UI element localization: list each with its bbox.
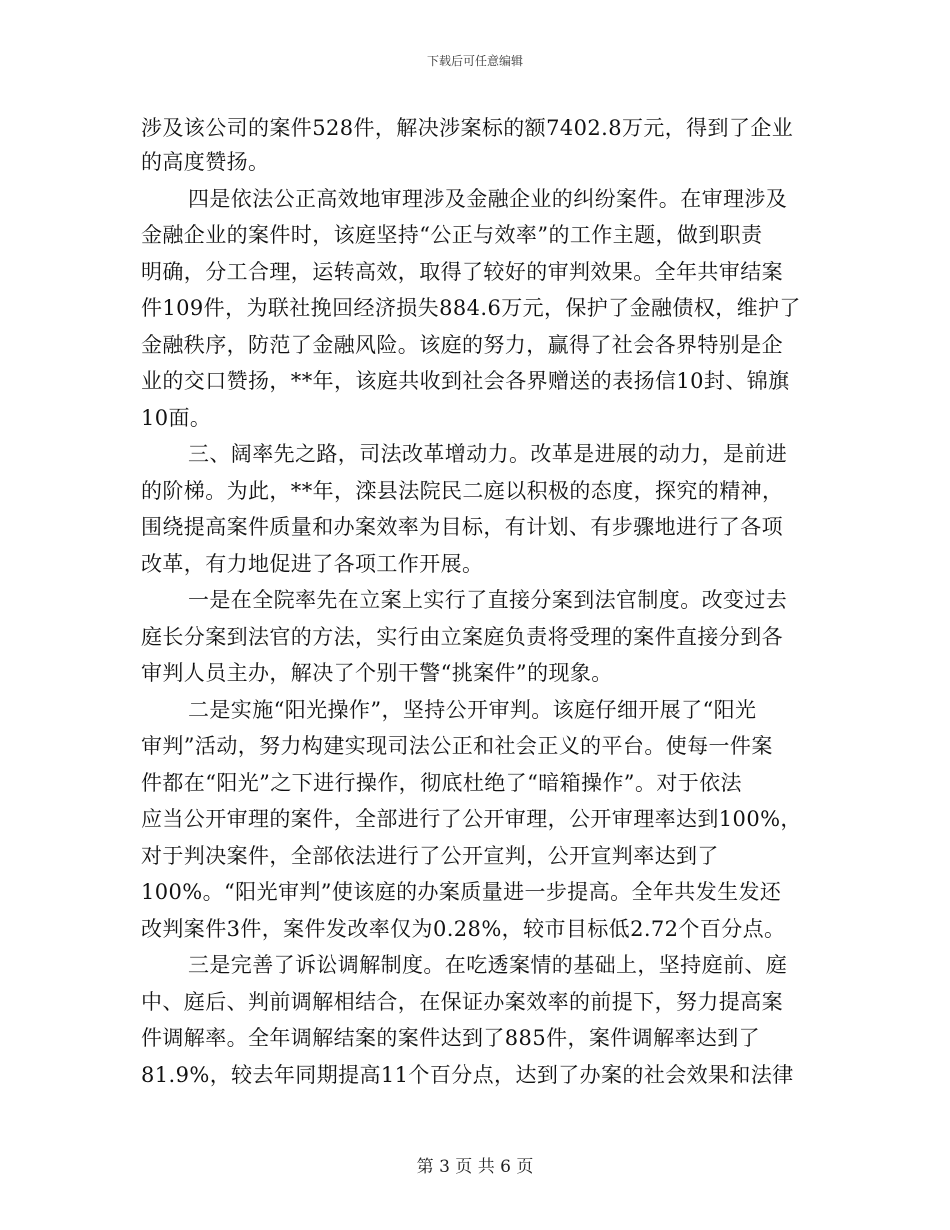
- text-line: 对于判决案件，全部依法进行了公开宣判，公开宣判率达到了: [141, 844, 719, 868]
- text-line: 三、阔率先之路，司法改革增动力。改革是进展的动力，是前进: [188, 442, 788, 466]
- text-line: 二是实施“阳光操作”，坚持公开审判。该庭仔细开展了“阳光: [188, 698, 757, 722]
- text-line: 件109件，为联社挽回经济损失884.6万元，保护了金融债权，维护了: [141, 296, 801, 320]
- text-line: 的阶梯。为此，**年，滦县法院民二庭以积极的态度，探究的精神，: [141, 479, 784, 503]
- text-line: 件调解率。全年调解结案的案件达到了885件，案件调解率达到了: [141, 1026, 761, 1050]
- page-header: 下载后可任意编辑: [426, 54, 523, 68]
- text-line: 金融企业的案件时，该庭坚持“公正与效率”的工作主题，做到职责: [141, 223, 763, 247]
- text-line: 的高度赞扬。: [141, 150, 270, 174]
- text-line: 四是依法公正高效地审理涉及金融企业的纠纷案件。在审理涉及: [188, 187, 788, 211]
- page-number: 第 3 页 共 6 页: [416, 1157, 534, 1177]
- text-line: 件都在“阳光”之下进行操作，彻底杜绝了“暗箱操作”。对于依法: [141, 771, 742, 795]
- text-line: 中、庭后、判前调解相结合，在保证办案效率的前提下，努力提高案: [141, 990, 783, 1014]
- text-line: 应当公开审理的案件，全部进行了公开审理，公开审理率达到100%，: [141, 807, 802, 831]
- text-line: 81.9%，较去年同期提高11个百分点，达到了办案的社会效果和法律: [141, 1063, 794, 1087]
- text-line: 一是在全院率先在立案上实行了直接分案到法官制度。改变过去: [188, 588, 788, 612]
- text-line: 涉及该公司的案件528件，解决涉案标的额7402.8万元，得到了企业: [141, 116, 794, 140]
- text-line: 10面。: [141, 406, 212, 430]
- text-line: 改革，有力地促进了各项工作开展。: [141, 552, 484, 576]
- text-line: 庭长分案到法官的方法，实行由立案庭负责将受理的案件直接分到各: [141, 625, 783, 649]
- text-line: 审判”活动，努力构建实现司法公正和社会正义的平台。使每一件案: [141, 734, 773, 758]
- text-line: 审判人员主办，解决了个别干警“挑案件”的现象。: [141, 661, 613, 685]
- text-line: 金融秩序，防范了金融风险。该庭的努力，赢得了社会各界特别是企: [141, 333, 783, 357]
- text-line: 100%。“阳光审判”使该庭的办案质量进一步提高。全年共发生发还: [141, 880, 782, 904]
- text-line: 三是完善了诉讼调解制度。在吃透案情的基础上，坚持庭前、庭: [188, 953, 788, 977]
- text-line: 改判案件3件，案件发改率仅为0.28%，较市目标低2.72个百分点。: [141, 917, 786, 941]
- text-line: 围绕提高案件质量和办案效率为目标，有计划、有步骤地进行了各项: [141, 515, 783, 539]
- text-line: 业的交口赞扬，**年，该庭共收到社会各界赠送的表扬信10封、锦旗: [141, 369, 790, 393]
- text-line: 明确，分工合理，运转高效，取得了较好的审判效果。全年共审结案: [141, 260, 783, 284]
